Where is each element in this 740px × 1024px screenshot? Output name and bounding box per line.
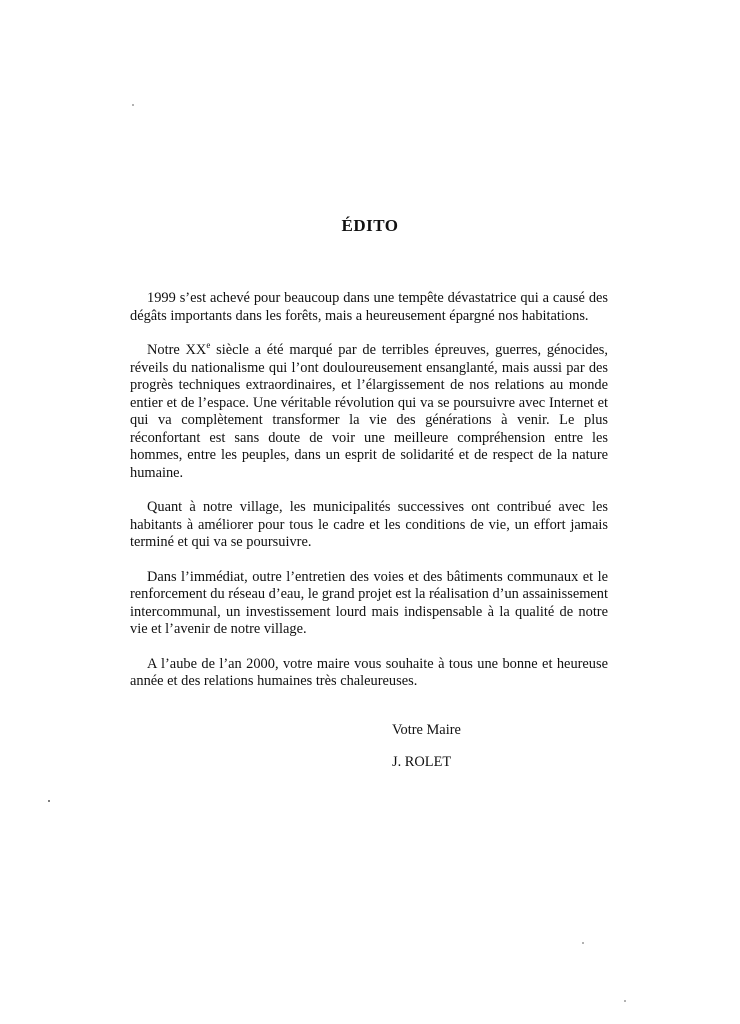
paragraph-text: 1999 s’est achevé pour beaucoup dans une tempête dévastatrice qui a causé des dégâts importants dans les forêts, mais a heureusement épargné nos habitations.	[130, 290, 608, 324]
paragraph-text: siècle a été marqué par de terribles épreuves, guerres, génocides, réveils du nationalisme qui l’ont douloureusement ensanglanté, mais aussi par des progrès techniques extraordinaires, et l’élargissement de nos relations au monde entier et de l’espace. Une véritable révolution qui va se poursuivre avec Internet et qui va complètement transformer la vie des générations à venir. Le plus réconfortant est sans doute de voir une meilleure compréhension entre les hommes, entre les peuples, dans un esprit de solidarité et de respect de la nature humaine.	[130, 342, 608, 481]
paragraph-text: Dans l’immédiat, outre l’entretien des voies et des bâtiments communaux et le renforcement du réseau d’eau, le grand projet est la réalisation d’un assainissement intercommunal, un investissement lourd mais indispensable à la qualité de notre vie et l’avenir de notre village.	[130, 568, 608, 637]
scan-speck	[582, 942, 584, 944]
paragraph-text: Notre XX	[147, 342, 207, 358]
scan-speck	[48, 800, 50, 802]
paragraph-text: Quant à notre village, les municipalités successives ont contribué avec les habitants à améliorer pour tous le cadre et les conditions de vie, un effort jamais terminé et qui va se poursuivre.	[130, 499, 608, 550]
paragraph-5	[130, 656, 608, 691]
paragraph-text: A l’aube de l’an 2000, votre maire vous souhaite à tous une bonne et heureuse année et des relations humaines très chaleureuses.	[130, 655, 608, 689]
signature-name: J. ROLET	[392, 754, 452, 770]
paragraph-1	[130, 290, 608, 325]
scan-speck	[624, 1000, 626, 1002]
superscript: e	[206, 340, 211, 351]
scan-speck	[132, 104, 134, 106]
page-title: ÉDITO	[341, 216, 399, 235]
paragraph-4	[130, 569, 608, 639]
paragraph-2	[130, 342, 608, 482]
signature-label: Votre Maire	[392, 722, 461, 738]
paragraph-3	[130, 499, 608, 552]
editorial-body	[130, 290, 608, 708]
